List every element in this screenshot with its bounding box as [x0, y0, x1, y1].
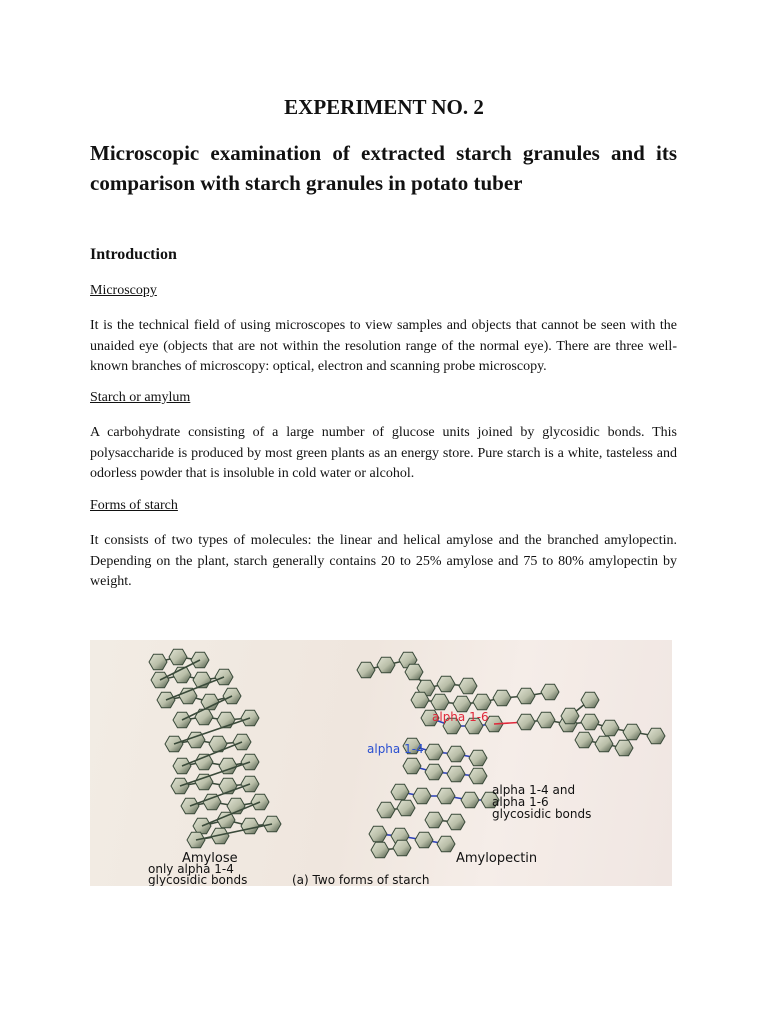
- glucose-ring: [437, 836, 455, 852]
- glucose-ring: [493, 690, 511, 706]
- glucose-ring: [581, 714, 599, 730]
- forms-subheading: Forms of starch: [90, 498, 178, 513]
- glucose-ring: [241, 818, 259, 834]
- glucose-ring: [377, 802, 395, 818]
- figure-caption: (a) Two forms of starch: [292, 873, 430, 886]
- glucose-ring: [425, 812, 443, 828]
- glucose-ring: [461, 792, 479, 808]
- glucose-ring: [459, 678, 477, 694]
- experiment-number: EXPERIMENT NO. 2: [284, 95, 484, 119]
- glucose-ring: [431, 694, 449, 710]
- glucose-ring: [371, 842, 389, 858]
- glucose-ring: [601, 720, 619, 736]
- glucose-ring: [203, 794, 221, 810]
- starch-diagram: [90, 640, 672, 886]
- bonds-note-line3: glycosidic bonds: [492, 807, 592, 821]
- glucose-ring: [437, 676, 455, 692]
- glucose-ring: [149, 654, 167, 670]
- glucose-ring: [369, 826, 387, 842]
- starch-forms-figure: [90, 640, 672, 886]
- glucose-ring: [377, 657, 395, 673]
- experiment-title: Microscopic examination of extracted starch granules and its comparison with starch granules in potato tuber: [90, 141, 677, 195]
- glucose-ring: [405, 664, 423, 680]
- glucose-ring: [615, 740, 633, 756]
- glucose-ring: [469, 750, 487, 766]
- starch-subheading: Starch or amylum: [90, 390, 191, 405]
- bonds-note-line2: alpha 1-6: [492, 795, 549, 809]
- glucose-ring: [561, 708, 579, 724]
- glucose-ring: [537, 712, 555, 728]
- glucose-ring: [201, 694, 219, 710]
- glucose-ring: [425, 744, 443, 760]
- bonds-note-line1: alpha 1-4 and: [492, 783, 576, 797]
- glucose-ring: [425, 764, 443, 780]
- alpha-1-4-label: alpha 1-4: [367, 742, 424, 756]
- amylose-note-line1: only alpha 1-4: [148, 862, 234, 876]
- glucose-ring: [517, 688, 535, 704]
- glucose-ring: [195, 709, 213, 725]
- glucose-ring: [541, 684, 559, 700]
- glucose-ring: [413, 788, 431, 804]
- glucose-ring: [623, 724, 641, 740]
- glucose-ring: [575, 732, 593, 748]
- glucose-ring: [447, 766, 465, 782]
- glucose-ring: [393, 840, 411, 856]
- glucose-ring: [217, 812, 235, 828]
- microscopy-paragraph: It is the technical field of using microscopes to view samples and objects that cannot be seen with the unaided eye (objects that are not within the resolution range of the normal eye). There are three well-known branches of microscopy: optical, electron and scanning probe microscopy.: [90, 318, 677, 374]
- microscopy-subheading: Microscopy: [90, 283, 157, 298]
- glucose-ring: [473, 694, 491, 710]
- introduction-heading: Introduction: [90, 246, 177, 263]
- glucose-ring: [357, 662, 375, 678]
- glucose-ring: [517, 714, 535, 730]
- forms-paragraph: It consists of two types of molecules: the linear and helical amylose and the branched amylopectin. Depending on the plant, starch generally contains 20 to 25% amylose and 75 to 80% amylopectin by weight.: [90, 533, 677, 589]
- glucose-ring: [403, 758, 421, 774]
- glucose-ring: [447, 814, 465, 830]
- glucose-ring: [437, 788, 455, 804]
- glucose-ring: [195, 774, 213, 790]
- glucose-ring: [447, 746, 465, 762]
- glucose-ring: [581, 692, 599, 708]
- glucose-ring: [397, 800, 415, 816]
- glucose-ring: [647, 728, 665, 744]
- amylose-note-line2: glycosidic bonds: [148, 873, 248, 886]
- starch-paragraph: A carbohydrate consisting of a large number of glucose units joined by glycosidic bonds. This polysaccharide is produced by most green plants as an energy store. Pure starch is a white, tasteless and odorless powder that is insoluble in cold water or alcohol.: [90, 425, 677, 481]
- amylose-label: Amylose: [182, 851, 238, 866]
- glucose-ring: [595, 736, 613, 752]
- glucose-ring: [415, 832, 433, 848]
- amylopectin-label: Amylopectin: [456, 851, 538, 866]
- glucose-ring: [169, 649, 187, 665]
- glucose-ring: [469, 768, 487, 784]
- alpha-1-6-label: alpha 1-6: [432, 710, 489, 724]
- glucose-ring: [411, 692, 429, 708]
- glucose-ring: [391, 784, 409, 800]
